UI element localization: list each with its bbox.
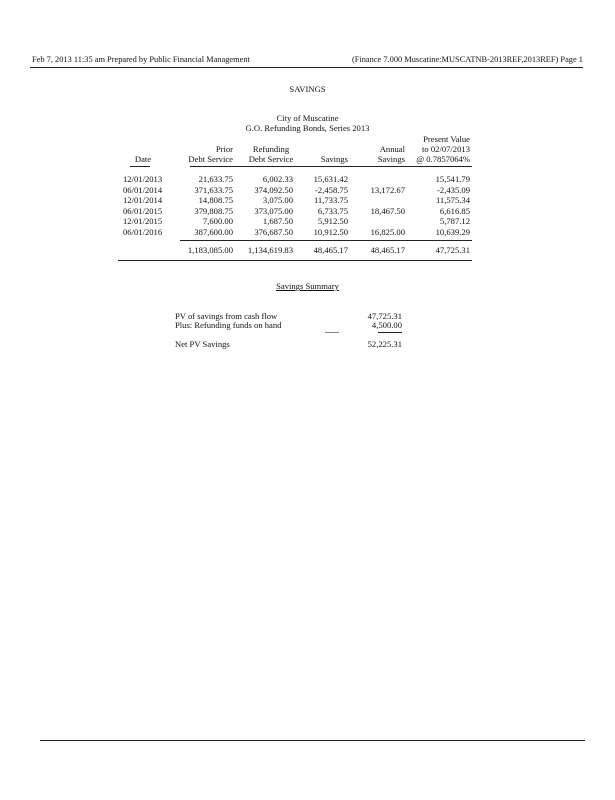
cell-prior: 371,633.75 bbox=[194, 184, 233, 195]
cell-date: 06/01/2016 bbox=[123, 226, 163, 237]
cell-refunding: 3,075.00 bbox=[262, 195, 293, 205]
col-annual-1: Annual bbox=[379, 144, 405, 154]
col-annual-2: Savings bbox=[377, 154, 405, 164]
subtitle-city: City of Muscatine bbox=[276, 113, 339, 123]
summary-value: 52,225.31 bbox=[367, 339, 402, 349]
cell-savings: 15,631.42 bbox=[313, 174, 348, 184]
col-pv-3: @ 0.7857064% bbox=[416, 154, 470, 164]
rule bbox=[130, 166, 150, 167]
cell-pv: 6,616.85 bbox=[439, 205, 470, 216]
footer-rule bbox=[40, 740, 585, 741]
cell-refunding: 1,687.50 bbox=[262, 216, 293, 226]
summary-value: 4,500.00 bbox=[371, 320, 402, 330]
total-annual: 48,465.17 bbox=[370, 245, 405, 255]
table-row bbox=[0, 185, 615, 196]
rule bbox=[190, 166, 472, 167]
table-row bbox=[0, 216, 615, 227]
table-row bbox=[0, 195, 615, 206]
header-rule bbox=[30, 67, 583, 68]
cell-pv: -2,435.09 bbox=[437, 184, 470, 195]
summary-label: PV of savings from cash flow bbox=[175, 311, 278, 321]
col-prior-1: Prior bbox=[215, 144, 233, 154]
rule bbox=[325, 332, 339, 333]
col-refunding-1: Refunding bbox=[252, 144, 290, 154]
cell-prior: 379,808.75 bbox=[194, 205, 233, 216]
table-row bbox=[0, 227, 615, 238]
col-pv-1: Present Value bbox=[423, 134, 470, 144]
rule bbox=[378, 332, 402, 333]
cell-date: 06/01/2014 bbox=[123, 184, 163, 195]
total-prior: 1,183,085.00 bbox=[187, 245, 233, 255]
cell-prior: 7,600.00 bbox=[202, 216, 233, 226]
cell-date: 12/01/2013 bbox=[123, 174, 163, 184]
cell-date: 12/01/2015 bbox=[123, 216, 163, 226]
header-left: Feb 7, 2013 11:35 am Prepared by Public Financial Management bbox=[32, 55, 250, 64]
cell-savings: 5,912.50 bbox=[317, 216, 348, 226]
cell-refunding: 374,092.50 bbox=[254, 184, 293, 195]
subtitle-bonds: G.O. Refunding Bonds, Series 2013 bbox=[245, 123, 370, 133]
cell-date: 12/01/2014 bbox=[123, 195, 163, 205]
col-pv-2: to 02/07/2013 bbox=[422, 144, 470, 154]
total-rule-bottom bbox=[118, 260, 472, 261]
cell-prior: 387,600.00 bbox=[194, 226, 233, 237]
summary-label: Net PV Savings bbox=[175, 339, 230, 349]
cell-savings: 11,733.75 bbox=[313, 195, 348, 205]
table-row bbox=[0, 174, 615, 185]
cell-refunding: 373,075.00 bbox=[254, 205, 293, 216]
cell-pv: 10,639.29 bbox=[435, 226, 470, 237]
total-refunding: 1,134,619.83 bbox=[247, 245, 293, 255]
col-prior-2: Debt Service bbox=[188, 154, 233, 164]
col-savings: Savings bbox=[320, 154, 348, 164]
col-date: Date bbox=[134, 154, 152, 164]
cell-savings: 6,733.75 bbox=[317, 205, 348, 216]
cell-refunding: 376,687.50 bbox=[254, 226, 293, 237]
cell-annual: 16,825.00 bbox=[370, 226, 405, 237]
cell-pv: 11,575.34 bbox=[435, 195, 470, 205]
header-right: (Finance 7.000 Muscatine:MUSCATNB-2013REF,2013REF) Page 1 bbox=[351, 55, 583, 64]
col-refunding-2: Debt Service bbox=[248, 154, 294, 164]
table-row bbox=[0, 206, 615, 217]
summary-label: Plus: Refunding funds on hand bbox=[175, 320, 282, 330]
cell-refunding: 6,002.33 bbox=[262, 174, 293, 184]
summary-title: Savings Summary bbox=[276, 281, 339, 291]
page-title: SAVINGS bbox=[289, 84, 326, 94]
totals-row bbox=[0, 245, 615, 256]
total-rule-top bbox=[180, 240, 472, 241]
cell-savings: -2,458.75 bbox=[315, 184, 348, 195]
cell-pv: 5,787.12 bbox=[439, 216, 470, 226]
cell-prior: 21,633.75 bbox=[198, 174, 233, 184]
cell-pv: 15,541.79 bbox=[435, 174, 470, 184]
cell-date: 06/01/2015 bbox=[123, 205, 163, 216]
cell-annual: 18,467.50 bbox=[370, 205, 405, 216]
cell-savings: 10,912.50 bbox=[313, 226, 348, 237]
total-savings: 48,465.17 bbox=[313, 245, 348, 255]
cell-prior: 14,808.75 bbox=[198, 195, 233, 205]
total-pv: 47,725.31 bbox=[435, 245, 470, 255]
cell-annual: 13,172.67 bbox=[370, 184, 405, 195]
summary-value: 47,725.31 bbox=[367, 311, 402, 321]
